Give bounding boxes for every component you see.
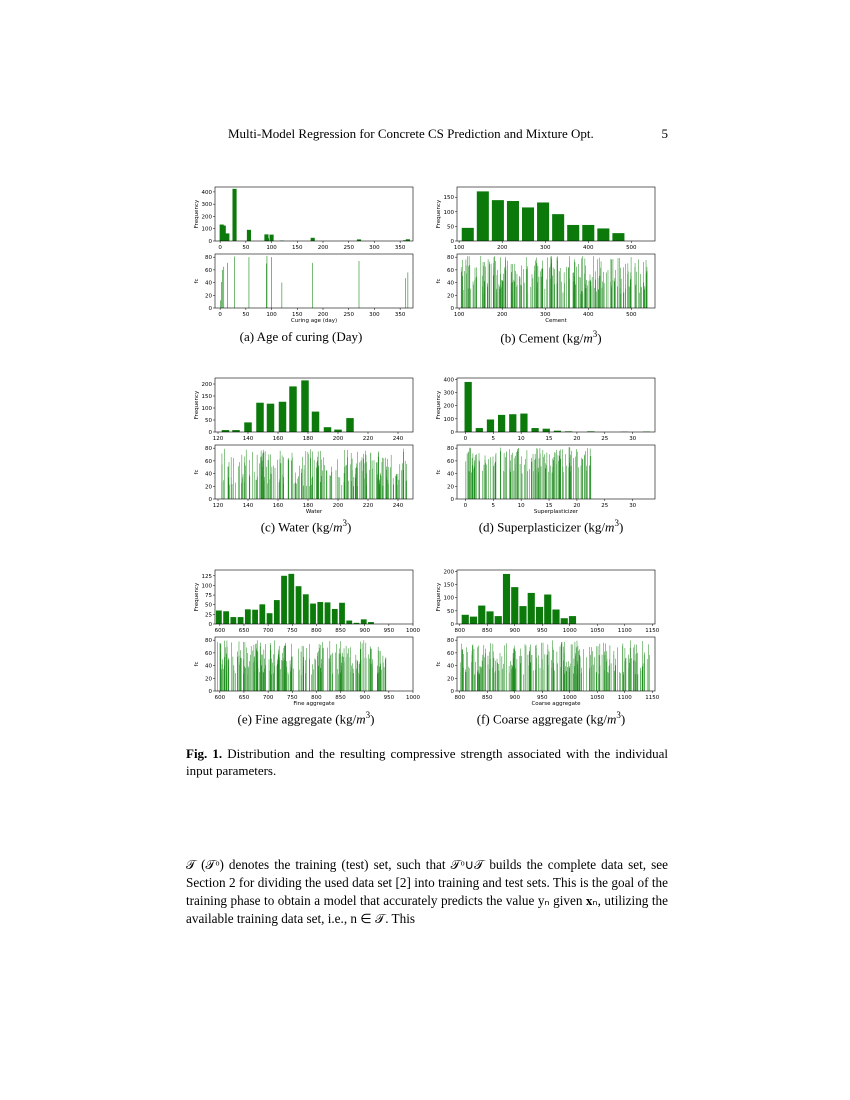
histogram-bar: [245, 609, 251, 624]
histogram-bar: [536, 607, 543, 624]
x-tick-label: 160: [272, 503, 284, 509]
page-number: 5: [661, 126, 668, 141]
x-tick-label: 50: [242, 245, 250, 251]
histogram: [194, 187, 413, 251]
y-tick-label: 100: [443, 209, 454, 216]
x-tick-label: 750: [287, 628, 298, 634]
histogram-bar: [465, 382, 472, 432]
y-tick-label: 0: [208, 622, 212, 628]
y-tick-label: 0: [450, 430, 454, 436]
figure-caption: [186, 745, 668, 779]
histogram-bar: [569, 616, 576, 624]
histogram-bar: [477, 191, 489, 241]
histogram-bar: [225, 233, 229, 241]
histogram-bar: [303, 594, 309, 624]
x-tick-label: 220: [362, 436, 374, 442]
y-axis-label: fc: [436, 278, 442, 284]
histogram: [436, 569, 660, 634]
histogram-bar: [247, 230, 251, 241]
histogram-bar: [528, 593, 535, 624]
chart-panel-c: [193, 374, 418, 515]
y-axis-label: fc: [436, 661, 442, 667]
x-tick-label: 850: [335, 628, 346, 634]
histogram-bar: [274, 600, 280, 624]
y-tick-label: 0: [208, 430, 212, 436]
x-tick-label: 100: [453, 245, 465, 251]
y-axis-label: Frequency: [194, 390, 200, 420]
histogram-bar: [267, 404, 275, 432]
running-header: [228, 126, 668, 144]
x-tick-label: 400: [583, 312, 594, 318]
histogram-bar: [244, 422, 252, 432]
y-axis-label: Frequency: [194, 199, 200, 229]
histogram-bar: [256, 403, 264, 432]
figure-caption-text: Distribution and the resulting compressive strength associated with the individual input parameters.: [186, 746, 668, 778]
histogram-bar: [486, 611, 493, 624]
x-tick-label: 0: [218, 312, 222, 318]
strength-plot: [436, 445, 655, 515]
histogram-bar: [223, 611, 229, 624]
histogram-bar: [582, 225, 594, 241]
histogram-bar: [487, 419, 494, 432]
y-axis-label: fc: [194, 661, 200, 667]
x-axis-label: Superplasticizer: [533, 509, 579, 515]
axes-frame: [215, 254, 413, 308]
chart-panel-a: [193, 183, 418, 324]
x-tick-label: 5: [491, 503, 496, 509]
x-axis-label: Water: [305, 509, 323, 515]
histogram-bar: [552, 214, 564, 241]
y-tick-label: 200: [443, 403, 454, 410]
y-tick-label: 60: [447, 458, 454, 465]
x-tick-label: 25: [601, 503, 609, 509]
x-tick-label: 30: [629, 436, 637, 442]
x-tick-label: 120: [212, 436, 224, 442]
y-tick-label: 60: [205, 650, 212, 657]
x-tick-label: 200: [496, 245, 508, 251]
y-tick-label: 0: [208, 306, 212, 312]
y-tick-label: 200: [443, 569, 454, 576]
histogram-bar: [511, 587, 518, 624]
histogram-bar: [267, 613, 273, 624]
chart-panel-d: [435, 374, 660, 515]
x-tick-label: 20: [573, 503, 581, 509]
strength-plot: [436, 254, 655, 324]
x-tick-label: 140: [242, 436, 254, 442]
y-tick-label: 80: [447, 446, 454, 453]
histogram-bar: [230, 617, 236, 624]
chart-panel-b: [435, 183, 660, 324]
x-tick-label: 0: [463, 503, 468, 509]
y-tick-label: 60: [205, 267, 212, 274]
y-tick-label: 200: [201, 214, 212, 221]
x-tick-label: 800: [454, 695, 465, 701]
x-tick-label: 50: [242, 312, 250, 318]
x-tick-label: 15: [545, 503, 553, 509]
y-tick-label: 100: [443, 595, 454, 602]
chart-svg-e: [193, 566, 420, 707]
x-axis-label: Fine aggregate: [293, 701, 335, 707]
histogram-bar: [289, 386, 297, 432]
y-tick-label: 50: [447, 608, 454, 615]
x-tick-label: 150: [292, 245, 303, 251]
x-tick-label: 900: [509, 628, 520, 634]
x-tick-label: 500: [626, 312, 637, 318]
x-tick-label: 220: [362, 503, 374, 509]
y-tick-label: 400: [443, 377, 454, 384]
y-tick-label: 60: [447, 650, 454, 657]
histogram-bar: [339, 603, 345, 624]
y-tick-label: 80: [205, 446, 212, 453]
y-tick-label: 300: [443, 390, 454, 397]
body-text: [186, 856, 668, 928]
strength-plot: [436, 637, 660, 707]
y-tick-label: 80: [447, 255, 454, 262]
x-tick-label: 800: [311, 695, 322, 701]
subcaption-c: (c) Water $(kg/m^3)$: [260, 518, 352, 535]
subcaption-e: (e) Fine aggregate $(kg/m^3)$: [237, 710, 375, 727]
x-tick-label: 30: [629, 503, 637, 509]
chart-svg-f: [435, 566, 660, 707]
y-tick-label: 300: [201, 202, 212, 209]
x-tick-label: 650: [238, 628, 250, 634]
y-tick-label: 400: [201, 189, 212, 196]
x-tick-label: 850: [482, 695, 493, 701]
histogram-bar: [361, 619, 367, 624]
x-axis-label: Coarse aggregate: [531, 701, 581, 707]
strength-plot: [194, 254, 413, 324]
histogram-bar: [495, 616, 502, 624]
histogram-bar: [537, 202, 549, 241]
histogram-bar: [522, 207, 534, 241]
histogram-bar: [312, 412, 320, 432]
histogram-bar: [324, 427, 332, 432]
x-tick-label: 10: [517, 436, 525, 442]
strength-plot: [194, 637, 420, 707]
x-tick-label: 800: [311, 628, 322, 634]
y-tick-label: 20: [447, 293, 454, 300]
histogram-bar: [332, 609, 338, 624]
histogram-bar: [238, 617, 244, 624]
histogram-bar: [232, 189, 236, 241]
histogram-bar: [462, 615, 469, 624]
y-tick-label: 40: [447, 663, 454, 670]
histogram-bar: [222, 226, 226, 241]
histogram-bar: [279, 402, 287, 432]
x-tick-label: 950: [383, 628, 395, 634]
chart-panel-f: [435, 566, 660, 707]
histogram-bar: [498, 415, 505, 432]
y-axis-label: fc: [194, 469, 200, 475]
x-tick-label: 100: [453, 312, 465, 318]
y-axis-label: fc: [436, 469, 442, 475]
x-tick-label: 1050: [590, 695, 605, 701]
y-tick-label: 0: [450, 497, 454, 503]
y-tick-label: 100: [201, 583, 212, 590]
x-tick-label: 25: [601, 436, 609, 442]
x-tick-label: 750: [287, 695, 298, 701]
y-tick-label: 0: [208, 497, 212, 503]
x-tick-label: 600: [214, 695, 226, 701]
x-tick-label: 950: [537, 695, 548, 701]
x-tick-label: 250: [343, 245, 354, 251]
strength-plot: [194, 445, 413, 515]
x-tick-label: 800: [454, 628, 465, 634]
histogram-bar: [520, 414, 527, 432]
y-tick-label: 80: [205, 638, 212, 645]
histogram: [436, 187, 655, 251]
histogram-bar: [252, 610, 258, 624]
y-tick-label: 100: [201, 226, 212, 233]
x-tick-label: 200: [317, 245, 329, 251]
axes-frame: [457, 378, 655, 432]
y-tick-label: 40: [447, 471, 454, 478]
y-tick-label: 0: [450, 622, 454, 628]
histogram-bar: [507, 201, 519, 241]
histogram-bar: [492, 200, 504, 241]
y-tick-label: 150: [201, 394, 212, 400]
x-tick-label: 100: [266, 245, 277, 251]
x-tick-label: 160: [272, 436, 284, 442]
x-tick-label: 100: [266, 312, 277, 318]
chart-panel-e: [193, 566, 420, 707]
x-tick-label: 250: [343, 312, 354, 318]
histogram-bar: [311, 238, 315, 241]
x-tick-label: 180: [302, 503, 314, 509]
histogram-bar: [476, 428, 483, 432]
y-tick-label: 200: [201, 382, 212, 388]
y-tick-label: 0: [208, 689, 212, 695]
chart-svg-c: [193, 374, 418, 515]
y-tick-label: 40: [205, 663, 212, 670]
subcaption-f: (f) Coarse aggregate $(kg/m^3)$: [476, 710, 626, 727]
histogram-bar: [561, 618, 568, 624]
x-tick-label: 240: [392, 436, 404, 442]
y-tick-label: 50: [447, 224, 454, 231]
y-tick-label: 60: [447, 267, 454, 274]
x-tick-label: 300: [369, 245, 380, 251]
x-tick-label: 1000: [406, 695, 420, 701]
x-tick-label: 600: [214, 628, 226, 634]
body-paragraph: 𝒯 (𝒯ᵒ) denotes the training (test) set, such that 𝒯ᵒ∪𝒯 builds the complete data set, see Section 2 for dividing the used data set [2] into training and test sets. This is the goal of the training phase to obtain a model that accurately predicts the value yₙ given 𝐱ₙ, utilizing the available training data set, i.e., n ∈ 𝒯. This: [186, 857, 668, 926]
x-tick-label: 10: [517, 503, 525, 509]
histogram-bar: [346, 621, 352, 624]
y-tick-label: 0: [450, 689, 454, 695]
histogram-bar: [509, 414, 516, 432]
histogram-bar: [544, 594, 551, 624]
histogram-bar: [462, 228, 474, 241]
x-tick-label: 300: [539, 245, 551, 251]
y-tick-label: 150: [443, 195, 454, 202]
x-tick-label: 200: [332, 436, 344, 442]
y-tick-label: 20: [205, 484, 212, 491]
x-tick-label: 900: [509, 695, 520, 701]
x-tick-label: 1100: [617, 628, 632, 634]
histogram-bar: [346, 418, 354, 432]
y-axis-label: fc: [194, 278, 200, 284]
histogram: [194, 570, 420, 634]
y-tick-label: 50: [205, 418, 212, 424]
histogram-bar: [301, 380, 309, 432]
y-tick-label: 40: [205, 280, 212, 287]
histogram-bar: [281, 576, 287, 624]
x-tick-label: 200: [496, 312, 508, 318]
subcaption-d: (d) Superplasticizer $(kg/m^3)$: [478, 518, 624, 535]
x-tick-label: 300: [539, 312, 551, 318]
y-tick-label: 20: [205, 293, 212, 300]
x-tick-label: 900: [359, 628, 370, 634]
histogram-bar: [259, 604, 265, 624]
x-tick-label: 500: [626, 245, 637, 251]
y-tick-label: 60: [205, 458, 212, 465]
y-tick-label: 80: [447, 638, 454, 645]
y-tick-label: 20: [205, 676, 212, 683]
x-tick-label: 900: [359, 695, 370, 701]
x-tick-label: 650: [238, 695, 250, 701]
x-tick-label: 950: [537, 628, 548, 634]
subcaption-b: (b) Cement $(kg/m^3)$: [500, 329, 602, 346]
histogram-bar: [265, 238, 269, 241]
x-tick-label: 200: [317, 312, 329, 318]
histogram-bar: [288, 574, 294, 624]
x-tick-label: 1000: [562, 695, 577, 701]
y-tick-label: 75: [205, 593, 212, 600]
y-tick-label: 40: [205, 471, 212, 478]
x-tick-label: 1000: [562, 628, 577, 634]
x-tick-label: 1050: [590, 628, 605, 634]
x-tick-label: 400: [583, 245, 594, 251]
y-tick-label: 0: [450, 239, 454, 245]
y-axis-label: Frequency: [436, 390, 442, 420]
x-tick-label: 120: [212, 503, 224, 509]
histogram-bar: [334, 430, 342, 432]
chart-svg-b: [435, 183, 660, 324]
histogram-bar: [519, 606, 526, 624]
histogram-bar: [325, 602, 331, 624]
histogram: [436, 377, 655, 442]
x-axis-label: Curing age (day): [290, 318, 338, 324]
x-tick-label: 20: [573, 436, 581, 442]
y-tick-label: 150: [443, 582, 454, 589]
axes-frame: [215, 187, 413, 241]
chart-svg-a: [193, 183, 418, 324]
histogram-bar: [543, 429, 550, 432]
x-tick-label: 200: [332, 503, 344, 509]
x-tick-label: 15: [545, 436, 553, 442]
subcaption-a: (a) Age of curing (Day): [239, 329, 363, 344]
x-tick-label: 240: [392, 503, 404, 509]
x-tick-label: 0: [463, 436, 468, 442]
x-tick-label: 350: [394, 245, 406, 251]
y-tick-label: 40: [447, 280, 454, 287]
histogram-bar: [310, 604, 316, 624]
y-axis-label: Frequency: [194, 582, 200, 612]
x-tick-label: 1000: [406, 628, 420, 634]
y-axis-label: Frequency: [436, 199, 442, 229]
y-tick-label: 100: [201, 406, 212, 412]
histogram-bar: [531, 428, 538, 432]
figure-label: Fig. 1.: [186, 746, 223, 761]
x-tick-label: 5: [491, 436, 496, 442]
histogram-bar: [597, 228, 609, 241]
running-title: Multi-Model Regression for Concrete CS Prediction and Mixture Opt.: [228, 126, 594, 141]
x-tick-label: 850: [335, 695, 346, 701]
y-tick-label: 125: [201, 573, 212, 580]
x-tick-label: 140: [242, 503, 254, 509]
histogram-bar: [567, 225, 579, 241]
x-tick-label: 1150: [645, 695, 660, 701]
histogram-bar: [270, 235, 274, 241]
histogram: [194, 378, 413, 442]
x-tick-label: 700: [262, 695, 274, 701]
x-tick-label: 150: [292, 312, 303, 318]
histogram-bar: [552, 610, 559, 624]
y-tick-label: 20: [447, 484, 454, 491]
x-tick-label: 700: [262, 628, 274, 634]
x-tick-label: 180: [302, 436, 314, 442]
x-tick-label: 1100: [617, 695, 632, 701]
x-tick-label: 1150: [645, 628, 660, 634]
x-tick-label: 0: [218, 245, 222, 251]
histogram-bar: [503, 574, 510, 624]
y-tick-label: 0: [208, 239, 212, 245]
histogram-bar: [612, 233, 624, 241]
histogram-bar: [470, 617, 477, 624]
y-tick-label: 100: [443, 416, 454, 423]
x-axis-label: Cement: [545, 318, 567, 324]
y-tick-label: 0: [450, 306, 454, 312]
y-axis-label: Frequency: [436, 582, 442, 612]
y-tick-label: 80: [205, 255, 212, 262]
histogram-bar: [478, 606, 485, 624]
x-tick-label: 950: [383, 695, 395, 701]
y-tick-label: 50: [205, 602, 212, 609]
histogram-bar: [216, 611, 222, 625]
x-tick-label: 350: [394, 312, 406, 318]
chart-svg-d: [435, 374, 660, 515]
x-tick-label: 300: [369, 312, 380, 318]
y-tick-label: 25: [205, 612, 212, 619]
histogram-bar: [317, 602, 323, 624]
y-tick-label: 20: [447, 676, 454, 683]
x-tick-label: 850: [482, 628, 493, 634]
histogram-bar: [296, 586, 302, 624]
